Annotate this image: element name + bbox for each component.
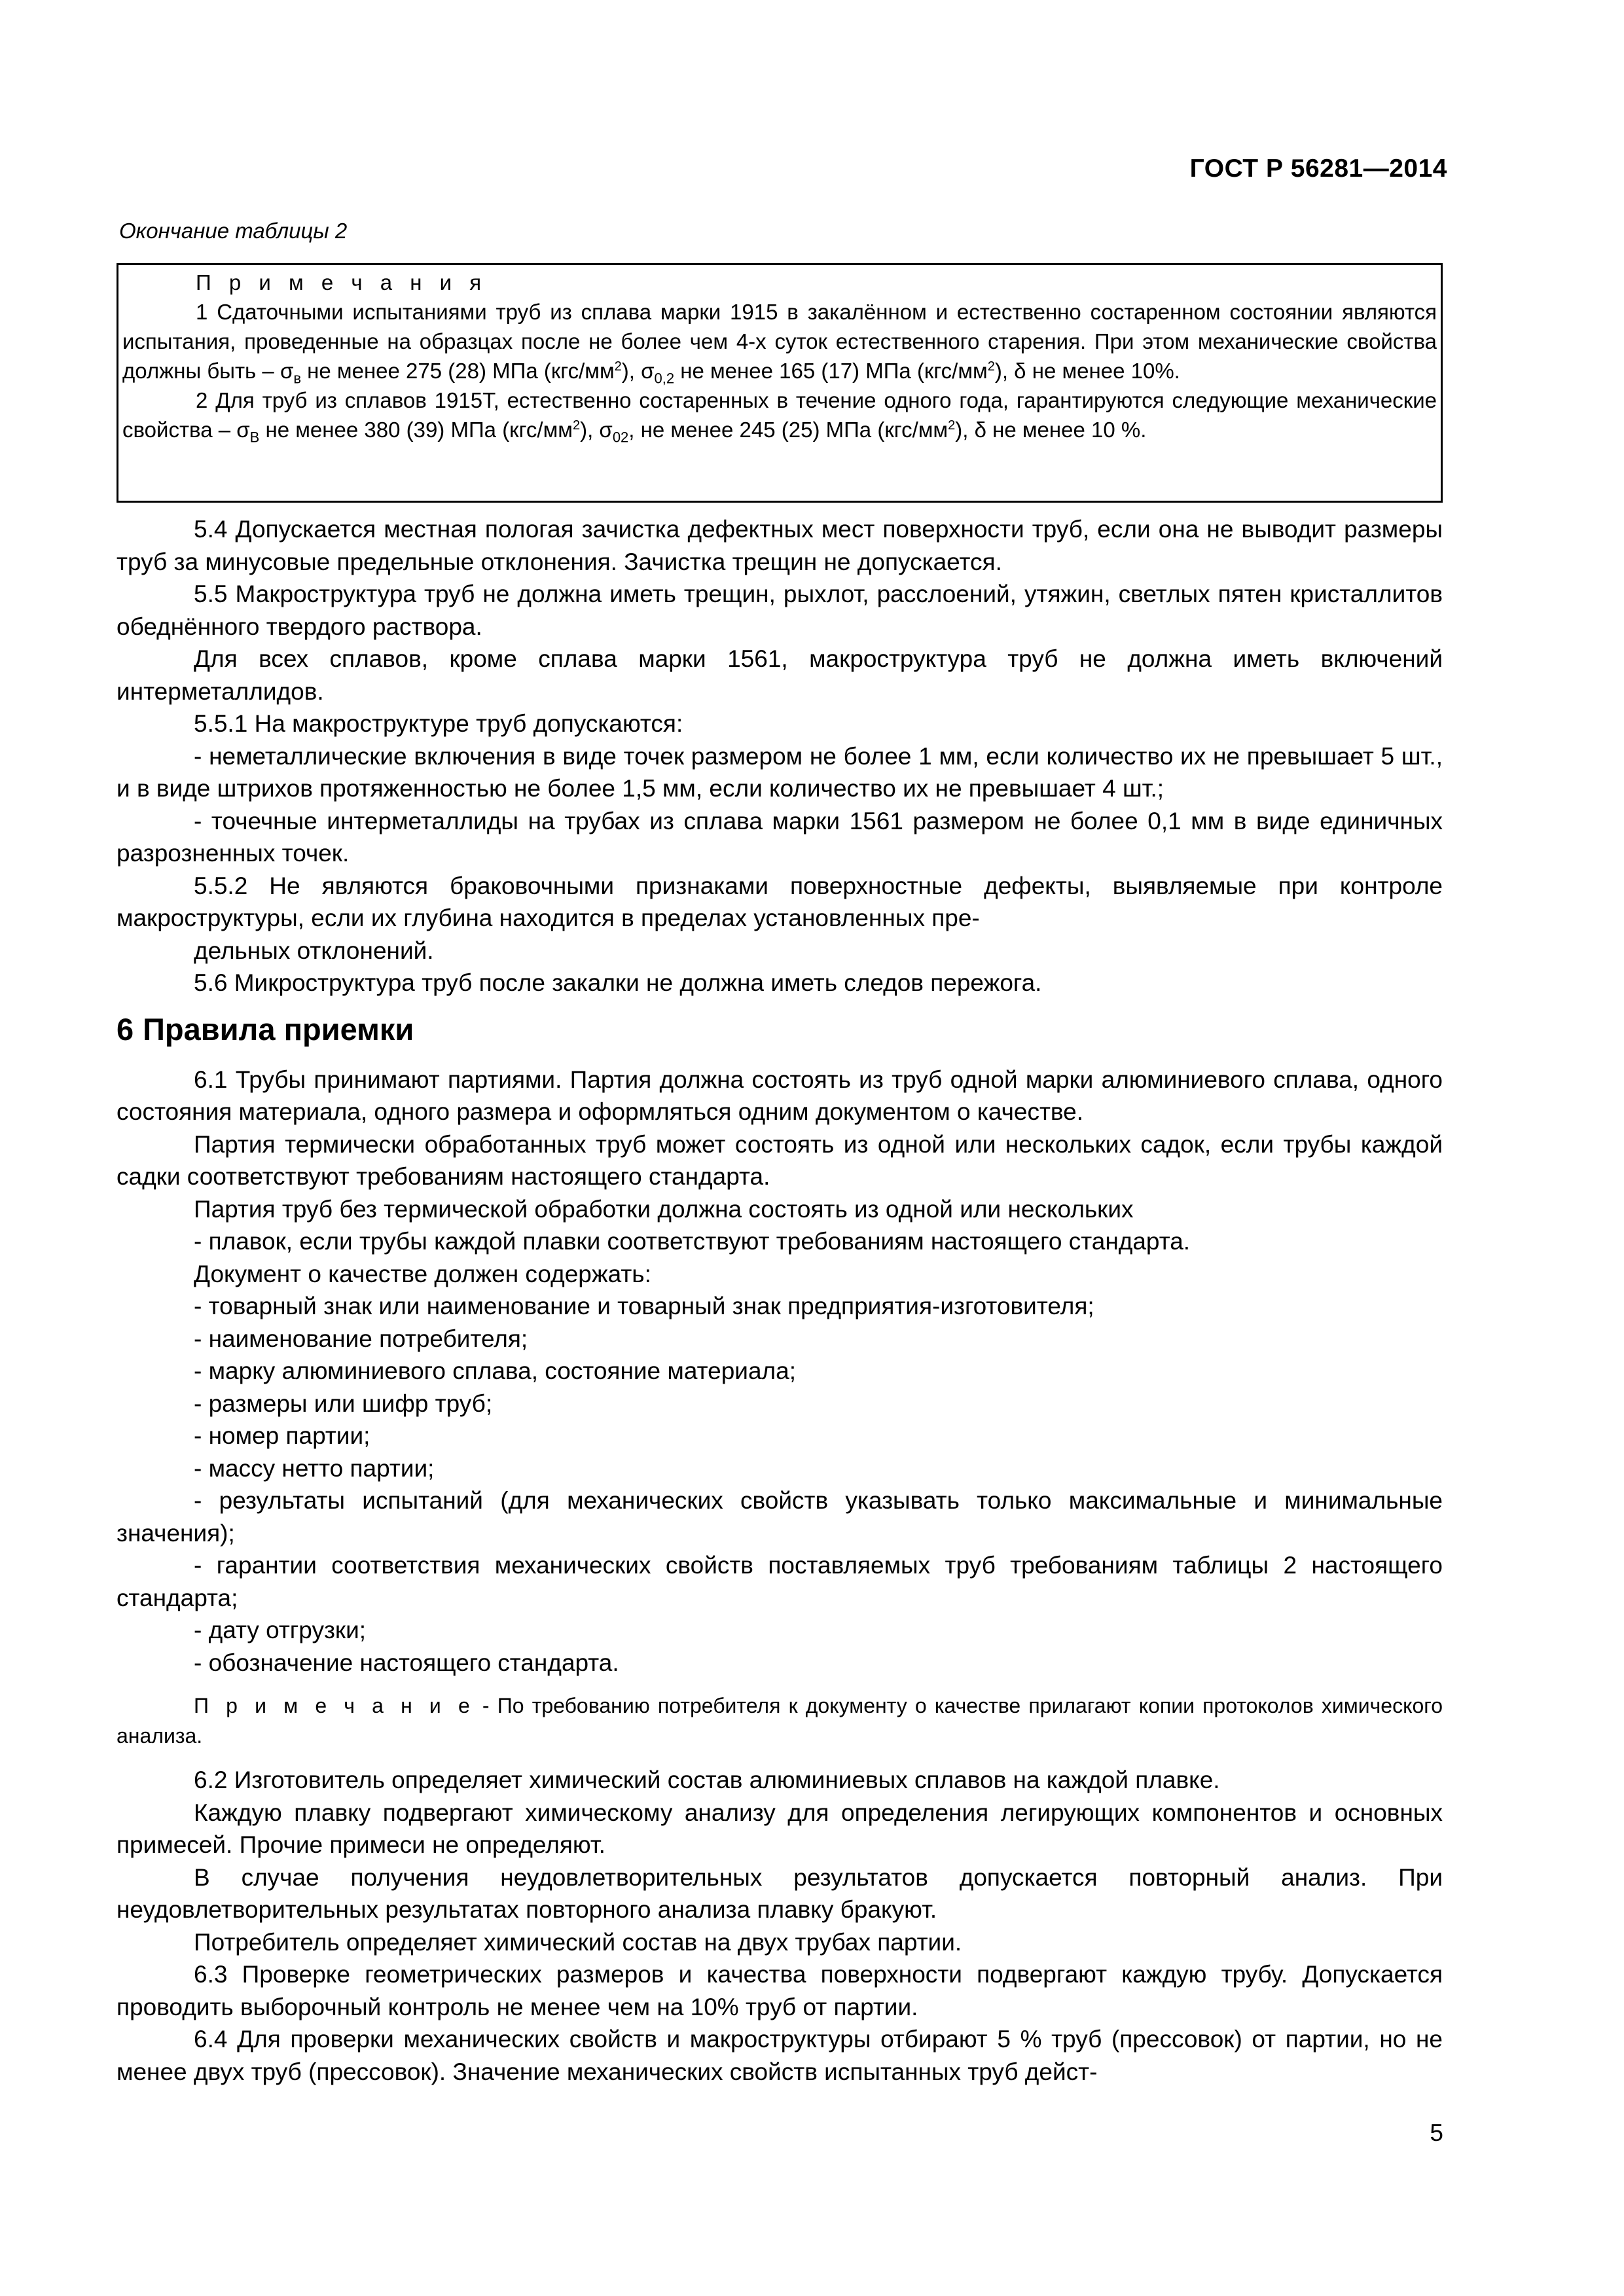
list-item: - массу нетто партии;	[194, 1454, 435, 1482]
paragraph: Для всех сплавов, кроме сплава марки 1561, макроструктура труб не должна иметь включений интерметаллидов.	[117, 645, 1443, 705]
list-item: - гарантии соответствия механических свойств поставляемых труб требованиям таблицы 2 настоящего стандарта;	[117, 1552, 1443, 1611]
paragraph: Партия термически обработанных труб может состоять из одной или нескольких садок, если трубы каждой садки соответствуют требованиям настоящего стандарта.	[117, 1130, 1443, 1190]
table-notes-box	[117, 263, 1443, 503]
paragraph: Потребитель определяет химический состав на двух трубах партии.	[194, 1928, 962, 1956]
list-item: - размеры или шифр труб;	[194, 1390, 493, 1417]
document-body	[117, 513, 1443, 2088]
table-note-1: 1 Сдаточными испытаниями труб из сплава марки 1915 в закалённом и естественно состаренном состоянии являются испытания, проведенные на образцах после не более чем 4-х суток естественного старения. При этом механические свойства должны быть – $\sigma_в$ не менее 275 (28) МПа $(кгс/мм^2)$, $\sigma_{0,2}$ не менее 165 (17) МПа $(кгс/мм^2)$, δ не менее 10%.	[122, 300, 1437, 387]
paragraph-5-6: 5.6 Микроструктура труб после закалки не должна иметь следов пережога.	[194, 969, 1042, 996]
paragraph-5-5: 5.5 Макроструктура труб не должна иметь трещин, рыхлот, расслоений, утяжин, светлых пятен кристаллитов обеднённого твердого раствора.	[117, 581, 1443, 640]
list-item: - результаты испытаний (для механических свойств указывать только максимальные и минимальные значения);	[117, 1487, 1443, 1547]
note	[117, 1691, 1443, 1751]
table-continuation-caption: Окончание таблицы 2	[119, 219, 348, 243]
list-item: - обозначение настоящего стандарта.	[194, 1649, 619, 1676]
list-item: - точечные интерметаллиды на трубах из сплава марки 1561 размером не более 0,1 мм в виде единичных разрозненных точек.	[117, 807, 1443, 867]
section-number: 6	[117, 1011, 134, 1047]
list-item: - наименование потребителя;	[194, 1325, 528, 1352]
list-item: - марку алюминиевого сплава, состояние материала;	[194, 1357, 796, 1384]
list-item: - номер партии;	[194, 1422, 370, 1449]
paragraph-continuation: дельных отклонений.	[194, 937, 434, 964]
notes-title: П р и м е ч а н и я	[196, 270, 488, 295]
section-6-heading	[117, 1010, 1443, 1049]
paragraph-5-5-2: 5.5.2 Не являются браковочными признаками поверхностные дефекты, выявляемые при контроле макроструктуры, если их глубина находится в пределах установленных пре-	[117, 872, 1443, 931]
paragraph: Партия труб без термической обработки должна состоять из одной или нескольких	[194, 1195, 1134, 1223]
list-item: - плавок, если трубы каждой плавки соответствуют требованиям настоящего стандарта.	[194, 1228, 1191, 1255]
list-item: - неметаллические включения в виде точек размером не более 1 мм, если количество их не превышает 5 шт., и в виде штрихов протяженностью не более 1,5 мм, если количество их не превышает 4 шт.;	[117, 742, 1443, 802]
paragraph: Каждую плавку подвергают химическому анализу для определения легирующих компонентов и основных примесей. Прочие примеси не определяют.	[117, 1799, 1443, 1858]
list-item: - дату отгрузки;	[194, 1617, 367, 1643]
document-code: ГОСТ Р 56281—2014	[1189, 154, 1447, 183]
paragraph-5-5-1: 5.5.1 На макроструктуре труб допускаются:	[194, 710, 683, 737]
table-note-2: 2 Для труб из сплавов 1915Т, естественно состаренных в течение одного года, гарантируются следующие механические свойства – $\sigma_В$ не менее 380 (39) МПа $(кгс/мм^2)$, $\sigma_{02}$, не менее 245 (25) МПа $(кгс/мм^2)$, δ не менее 10 %.	[122, 388, 1437, 446]
paragraph: В случае получения неудовлетворительных результатов допускается повторный анализ. При неудовлетворительных результатах повторного анализа плавку бракуют.	[117, 1863, 1443, 1923]
paragraph-6-4: 6.4 Для проверки механических свойств и макроструктуры отбирают 5 % труб (прессовок) от партии, но не менее двух труб (прессовок). Значение механических свойств испытанных труб дейст-	[117, 2026, 1443, 2085]
note-label: П р и м е ч а н и е	[194, 1694, 475, 1717]
page-number: 5	[1430, 2119, 1443, 2146]
paragraph: Документ о качестве должен содержать:	[194, 1260, 651, 1287]
list-item: - товарный знак или наименование и товарный знак предприятия-изготовителя;	[194, 1293, 1094, 1319]
paragraph-6-1: 6.1 Трубы принимают партиями. Партия должна состоять из труб одной марки алюминиевого сплава, одного состояния материала, одного размера и оформляться одним документом о качестве.	[117, 1066, 1443, 1125]
section-title: Правила приемки	[143, 1011, 414, 1047]
paragraph-5-4: 5.4 Допускается местная пологая зачистка дефектных мест поверхности труб, если она не выводит размеры труб за минусовые предельные отклонения. Зачистка трещин не допускается.	[117, 516, 1443, 575]
paragraph-6-2: 6.2 Изготовитель определяет химический состав алюминиевых сплавов на каждой плавке.	[194, 1767, 1220, 1793]
note-text: - По требованию потребителя к документу о качестве прилагают копии протоколов химического анализа.	[117, 1694, 1443, 1748]
paragraph-6-3: 6.3 Проверке геометрических размеров и качества поверхности подвергают каждую трубу. Допускается проводить выборочный контроль не менее чем на 10% труб от партии.	[117, 1961, 1443, 2020]
